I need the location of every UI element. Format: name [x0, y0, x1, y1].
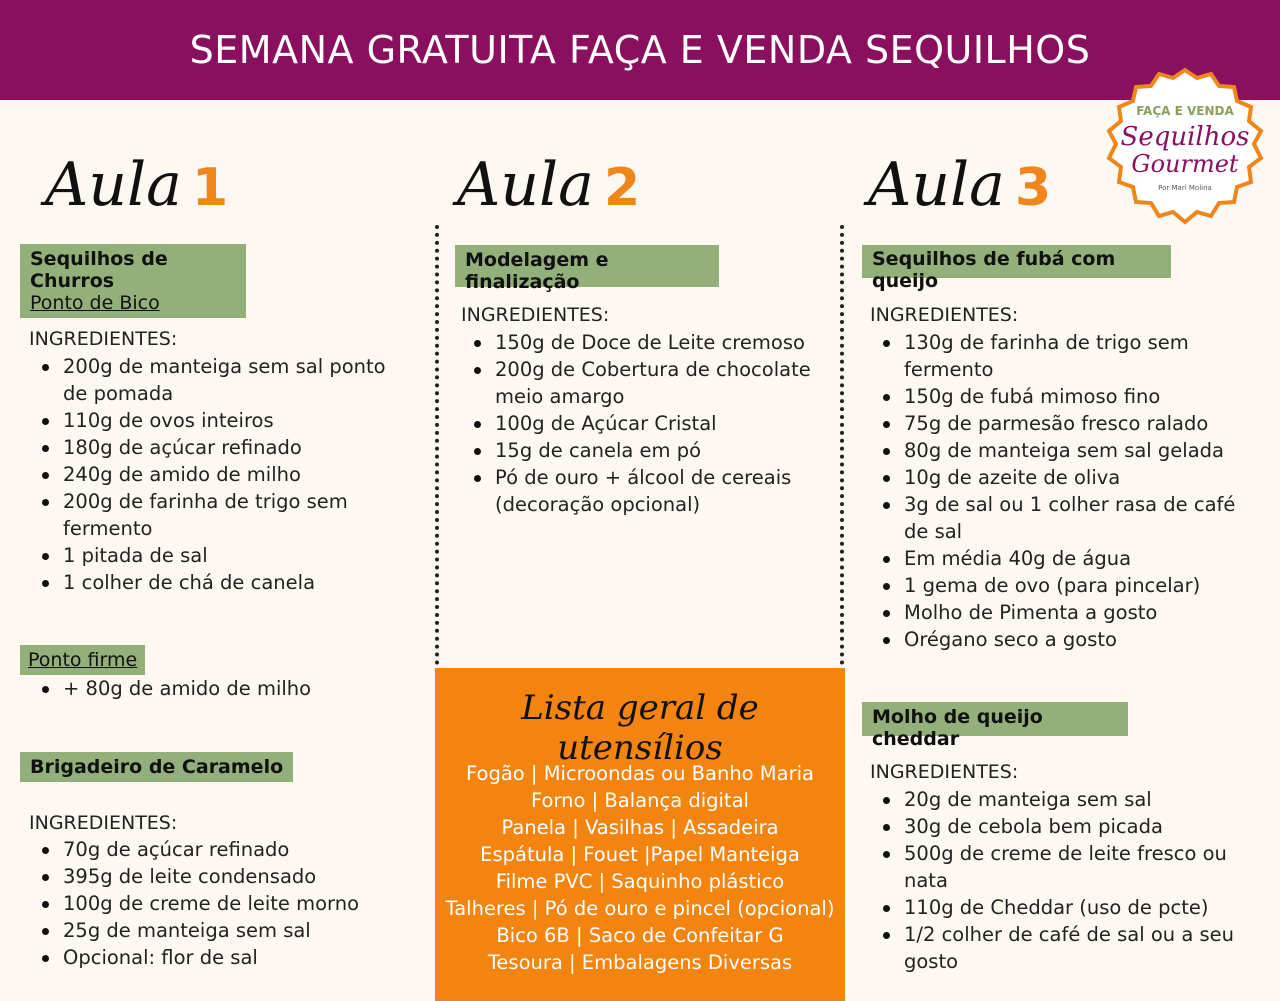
utensil-line: Bico 6B | Saco de Confeitar G — [496, 924, 784, 947]
list-item: 25g de manteiga sem sal — [29, 917, 409, 944]
list-item: 1 colher de chá de canela — [29, 569, 409, 596]
list-item: 1 pitada de sal — [29, 542, 409, 569]
aula-3-word: Aula — [868, 150, 1005, 220]
list-item: 110g de Cheddar (uso de pcte) — [870, 894, 1270, 921]
list-item: 200g de farinha de trigo sem fermento — [29, 488, 409, 542]
list-item: Pó de ouro + álcool de cereais (decoração opcional) — [461, 464, 821, 518]
utensils-box — [435, 668, 845, 1001]
utensil-line: Forno | Balança digital — [531, 789, 749, 812]
utensils-list — [435, 760, 845, 976]
logo-top-text: FAÇA E VENDA — [1136, 104, 1234, 118]
column-divider-right — [840, 225, 844, 665]
list-item: 70g de açúcar refinado — [29, 836, 409, 863]
list-item: 200g de manteiga sem sal ponto de pomada — [29, 353, 409, 407]
logo-line2: Gourmet — [1131, 150, 1239, 178]
logo-line1: Sequilhos — [1120, 122, 1250, 152]
list-item: 1 gema de ovo (para pincelar) — [870, 572, 1260, 599]
tag-brigadeiro-caramelo-label: Brigadeiro de Caramelo — [30, 756, 284, 778]
list-item: Opcional: flor de sal — [29, 944, 409, 971]
ingredient-list-cheddar — [870, 786, 1270, 975]
tag-fuba-queijo-label: Sequilhos de fubá com queijo — [872, 248, 1116, 292]
tag-molho-cheddar — [862, 702, 1128, 750]
tag-sequilhos-churros — [20, 244, 246, 318]
list-item: 240g de amido de milho — [29, 461, 409, 488]
list-item: 20g de manteiga sem sal — [870, 786, 1270, 813]
utensil-line: Tesoura | Embalagens Diversas — [487, 951, 793, 974]
list-item: + 80g de amido de milho — [29, 675, 409, 702]
list-item: 100g de creme de leite morno — [29, 890, 409, 917]
utensil-line: Fogão | Microondas ou Banho Maria — [466, 762, 814, 785]
list-item: 10g de azeite de oliva — [870, 464, 1260, 491]
tag-modelagem-label: Modelagem e finalização — [465, 249, 609, 293]
utensils-title: Lista geral de utensílios — [521, 688, 759, 768]
list-item: 110g de ovos inteiros — [29, 407, 409, 434]
list-item: 15g de canela em pó — [461, 437, 821, 464]
list-item: 200g de Cobertura de chocolate meio amargo — [461, 356, 821, 410]
tag-fuba-queijo — [862, 245, 1171, 292]
ingredients-heading-2: INGREDIENTES: — [461, 304, 610, 326]
ingredient-list-ponto-firme — [29, 675, 409, 702]
tag-ponto-de-bico: Ponto de Bico — [30, 292, 160, 314]
aula-1-word: Aula — [45, 150, 182, 220]
tag-brigadeiro-caramelo — [20, 752, 293, 782]
ingredients-heading-3: INGREDIENTES: — [870, 304, 1019, 326]
page-title: SEMANA GRATUITA FAÇA E VENDA SEQUILHOS — [189, 28, 1091, 72]
ingredient-list-2 — [461, 329, 821, 518]
ingredient-list-brigadeiro — [29, 836, 409, 971]
ingredients-heading-brigadeiro: INGREDIENTES: — [29, 812, 178, 834]
utensil-line: Filme PVC | Saquinho plástico — [495, 870, 785, 893]
list-item: 150g de fubá mimoso fino — [870, 383, 1260, 410]
aula-3-heading — [868, 150, 1051, 220]
list-item: 3g de sal ou 1 colher rasa de café de sal — [870, 491, 1260, 545]
list-item: 395g de leite condensado — [29, 863, 409, 890]
list-item: 80g de manteiga sem sal gelada — [870, 437, 1260, 464]
ingredient-list-1 — [29, 353, 409, 596]
ingredients-heading-1: INGREDIENTES: — [29, 328, 178, 350]
aula-1-number: 1 — [191, 158, 229, 218]
brand-logo — [1101, 66, 1269, 228]
utensil-line: Talheres | Pó de ouro e pincel (opcional) — [445, 897, 835, 920]
aula-2-heading — [457, 150, 640, 220]
tag-ponto-firme-label: Ponto firme — [28, 649, 138, 671]
aula-1-heading — [45, 150, 228, 220]
tag-sequilhos-churros-label: Sequilhos de Churros — [30, 248, 168, 292]
list-item: 75g de parmesão fresco ralado — [870, 410, 1260, 437]
list-item: 130g de farinha de trigo sem fermento — [870, 329, 1260, 383]
list-item: 30g de cebola bem picada — [870, 813, 1270, 840]
list-item: Orégano seco a gosto — [870, 626, 1260, 653]
header-banner — [0, 0, 1280, 100]
list-item: Em média 40g de água — [870, 545, 1260, 572]
tag-modelagem — [455, 245, 719, 293]
list-item: Molho de Pimenta a gosto — [870, 599, 1260, 626]
list-item: 100g de Açúcar Cristal — [461, 410, 821, 437]
utensil-line: Espátula | Fouet |Papel Manteiga — [480, 843, 800, 866]
utensil-line: Panela | Vasilhas | Assadeira — [501, 816, 779, 839]
tag-molho-cheddar-label: Molho de queijo cheddar — [872, 706, 1043, 750]
logo-by: Por Mari Molina — [1158, 184, 1212, 192]
aula-3-number: 3 — [1014, 158, 1052, 218]
list-item: 1/2 colher de café de sal ou a seu gosto — [870, 921, 1270, 975]
ingredient-list-3 — [870, 329, 1260, 653]
column-divider-left — [435, 225, 439, 665]
aula-2-number: 2 — [603, 158, 641, 218]
list-item: 500g de creme de leite fresco ou nata — [870, 840, 1270, 894]
list-item: 180g de açúcar refinado — [29, 434, 409, 461]
list-item: 150g de Doce de Leite cremoso — [461, 329, 821, 356]
aula-2-word: Aula — [457, 150, 594, 220]
ingredients-heading-cheddar: INGREDIENTES: — [870, 761, 1019, 783]
tag-ponto-firme — [20, 645, 145, 675]
